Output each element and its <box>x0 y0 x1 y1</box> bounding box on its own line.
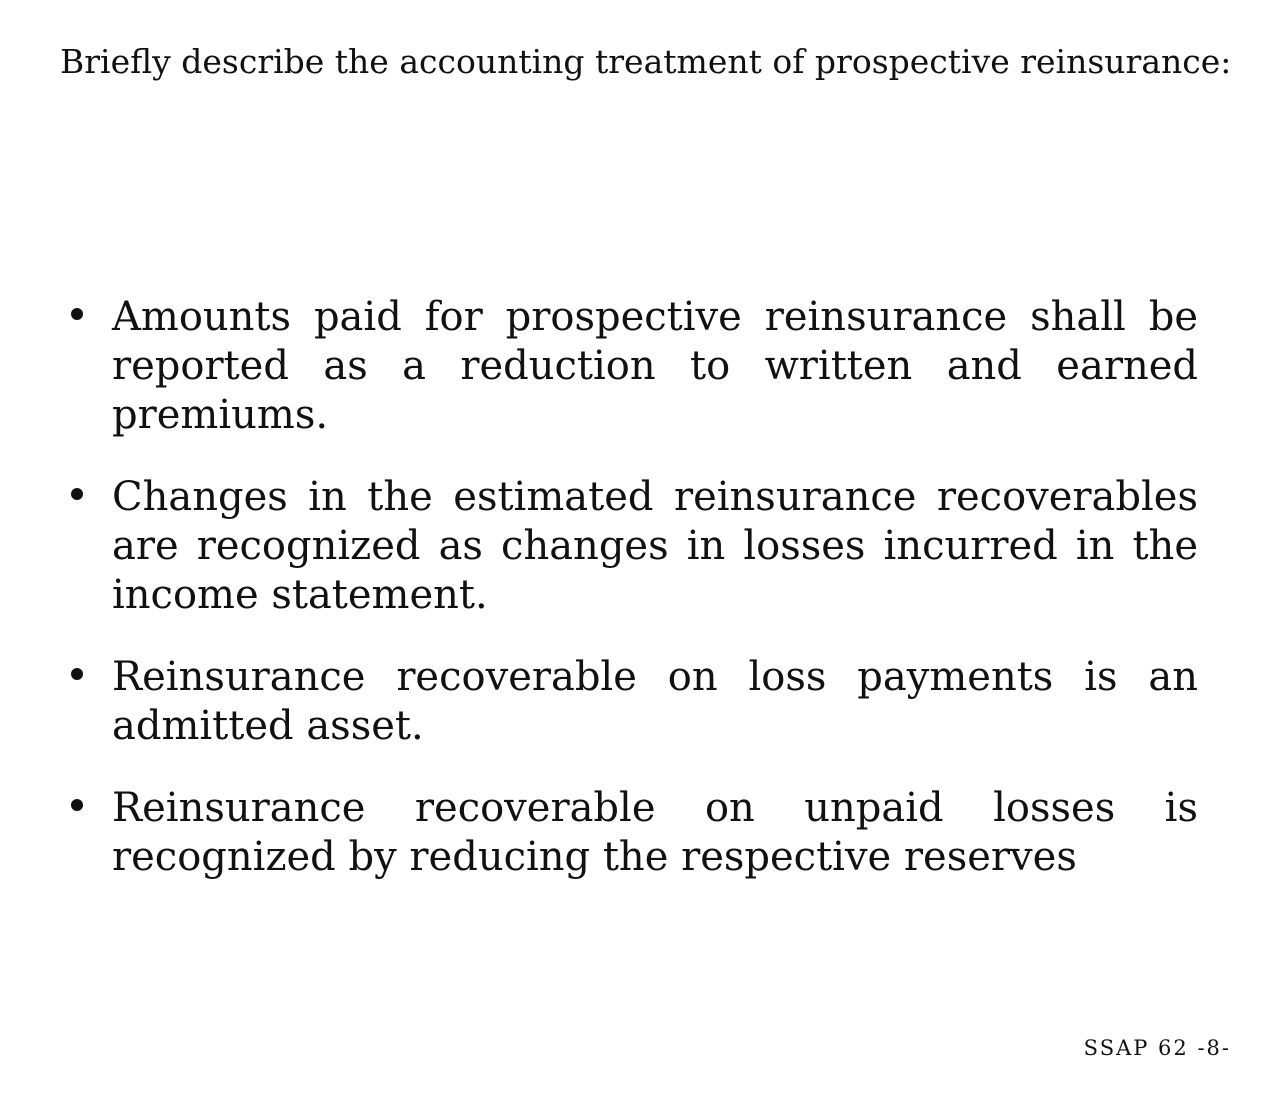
bullet-icon <box>71 308 83 320</box>
bullet-icon <box>71 799 83 811</box>
list-item <box>0 293 1275 440</box>
list-item-text: Changes in the estimated reinsurance recoverables are recognized as changes in losses incurred in the income statement. <box>112 474 1198 618</box>
page-footer: SSAP 62 -8- <box>1083 1036 1231 1060</box>
list-item <box>0 653 1275 751</box>
list-item <box>0 473 1275 620</box>
question-heading: Briefly describe the accounting treatment of prospective reinsurance: <box>60 42 1232 81</box>
list-item <box>0 784 1275 882</box>
list-item-text: Reinsurance recoverable on unpaid losses is recognized by reducing the respective reserves <box>112 785 1198 880</box>
answer-list <box>0 293 1275 915</box>
list-item-text: Amounts paid for prospective reinsurance shall be reported as a reduction to written and earned premiums. <box>112 294 1198 438</box>
bullet-icon <box>71 668 83 680</box>
bullet-icon <box>71 488 83 500</box>
list-item-text: Reinsurance recoverable on loss payments is an admitted asset. <box>112 654 1198 749</box>
